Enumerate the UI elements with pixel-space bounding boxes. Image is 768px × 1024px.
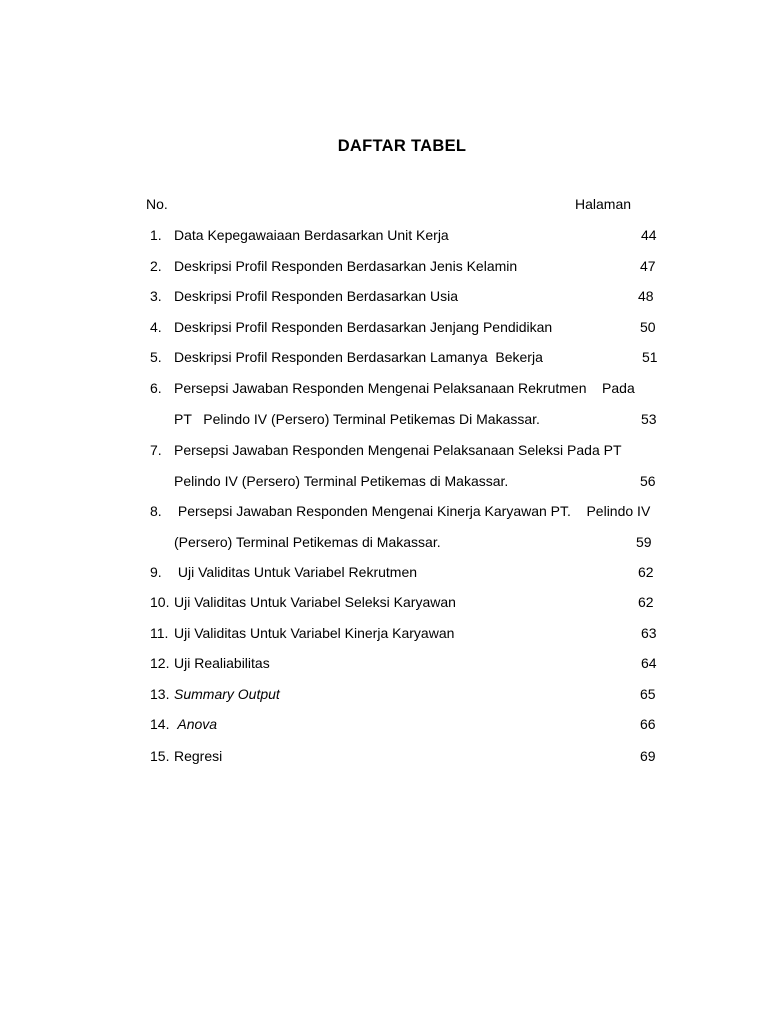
entry-page: 66 (640, 716, 656, 732)
list-item-continuation (146, 473, 666, 491)
list-item (146, 594, 666, 612)
entry-page: 62 (638, 594, 654, 610)
entry-title-continuation: (Persero) Terminal Petikemas di Makassar. (174, 534, 441, 550)
entry-title: Persepsi Jawaban Responden Mengenai Kinerja Karyawan PT. Pelindo IV (174, 503, 651, 519)
entry-page: 62 (638, 564, 654, 580)
entry-title: Anova (174, 716, 218, 732)
entry-number: 5. (150, 349, 162, 365)
entry-number: 11. (150, 625, 169, 641)
list-item (146, 716, 666, 734)
entry-page: 56 (640, 473, 656, 489)
entry-page: 59 (636, 534, 652, 550)
entry-number: 3. (150, 288, 162, 304)
list-item (146, 380, 666, 398)
list-item (146, 503, 666, 521)
list-item (146, 564, 666, 582)
entry-title: Deskripsi Profil Responden Berdasarkan Usia (174, 288, 459, 304)
entry-page: 50 (640, 319, 656, 335)
entry-number: 9. (150, 564, 162, 580)
column-header-halaman: Halaman (575, 196, 632, 212)
entry-title: Uji Validitas Untuk Variabel Rekrutmen (174, 564, 418, 580)
entry-number: 10. (150, 594, 170, 610)
page-title: DAFTAR TABEL (337, 137, 467, 155)
list-item (146, 288, 666, 306)
list-item-continuation (146, 534, 666, 552)
entry-page: 64 (641, 655, 657, 671)
column-header-no: No. (146, 196, 168, 212)
entry-title: Deskripsi Profil Responden Berdasarkan Jenjang Pendidikan (174, 319, 553, 335)
entry-title: Summary Output (174, 686, 280, 702)
entry-title: Regresi (174, 748, 223, 764)
entry-page: 63 (641, 625, 657, 641)
list-item (146, 227, 666, 245)
entry-title: Deskripsi Profil Responden Berdasarkan Jenis Kelamin (174, 258, 518, 274)
entry-title: Deskripsi Profil Responden Berdasarkan Lamanya Bekerja (174, 349, 543, 365)
entry-title: Uji Realiabilitas (174, 655, 270, 671)
list-item (146, 655, 666, 673)
entry-number: 1. (150, 227, 162, 243)
list-item (146, 442, 666, 460)
list-item (146, 349, 666, 367)
entry-title-continuation: PT Pelindo IV (Persero) Terminal Petikemas Di Makassar. (174, 411, 540, 427)
list-item (146, 319, 666, 337)
entry-title: Data Kepegawaiaan Berdasarkan Unit Kerja (174, 227, 449, 243)
list-item-continuation (146, 411, 666, 429)
list-item (146, 258, 666, 276)
list-item (146, 686, 666, 704)
entry-number: 12. (150, 655, 170, 671)
entry-page: 65 (640, 686, 656, 702)
entry-page: 48 (638, 288, 654, 304)
entry-number: 2. (150, 258, 162, 274)
entry-page: 44 (641, 227, 657, 243)
list-item (146, 625, 666, 643)
entry-title: Uji Validitas Untuk Variabel Kinerja Karyawan (174, 625, 455, 641)
entry-number: 4. (150, 319, 162, 335)
list-item (146, 748, 666, 766)
entry-title: Persepsi Jawaban Responden Mengenai Pelaksanaan Rekrutmen Pada (174, 380, 635, 396)
entry-title-continuation: Pelindo IV (Persero) Terminal Petikemas di Makassar. (174, 473, 509, 489)
entry-title: Persepsi Jawaban Responden Mengenai Pelaksanaan Seleksi Pada PT (174, 442, 622, 458)
entry-number: 15. (150, 748, 170, 764)
entry-page: 47 (640, 258, 656, 274)
entry-number: 7. (150, 442, 162, 458)
entry-page: 53 (641, 411, 657, 427)
entry-title: Uji Validitas Untuk Variabel Seleksi Karyawan (174, 594, 456, 610)
entry-page: 51 (642, 349, 658, 365)
entry-number: 13. (150, 686, 170, 702)
entry-number: 8. (150, 503, 162, 519)
entry-page: 69 (640, 748, 656, 764)
entry-number: 6. (150, 380, 162, 396)
entry-number: 14. (150, 716, 170, 732)
